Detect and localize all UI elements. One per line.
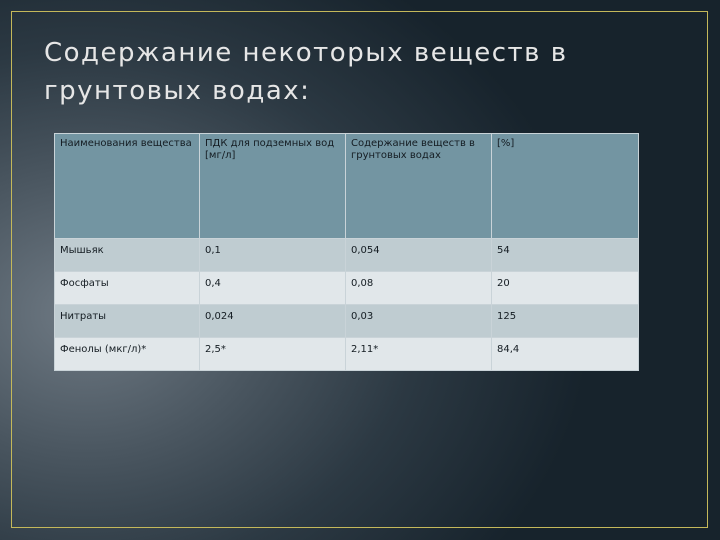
cell-substance: Фенолы (мкг/л)* xyxy=(55,338,200,371)
cell-percent: 125 xyxy=(492,305,639,338)
table-row xyxy=(55,272,639,305)
cell-mpc: 2,5* xyxy=(200,338,346,371)
slide-title: Содержание некоторых веществ в грунтовых водах: xyxy=(44,38,568,106)
cell-mpc: 0,024 xyxy=(200,305,346,338)
table-row xyxy=(55,239,639,272)
header-percent: [%] xyxy=(492,134,639,239)
header-mpc-groundwater: ПДК для подземных вод [мг/л] xyxy=(200,134,346,239)
cell-percent: 84,4 xyxy=(492,338,639,371)
header-content-in-groundwater: Содержание веществ в грунтовых водах xyxy=(346,134,492,239)
cell-mpc: 0,1 xyxy=(200,239,346,272)
table-header-row xyxy=(55,134,639,239)
cell-percent: 54 xyxy=(492,239,639,272)
substance-content-table xyxy=(54,133,639,371)
cell-mpc: 0,4 xyxy=(200,272,346,305)
cell-content: 2,11* xyxy=(346,338,492,371)
cell-substance: Мышьяк xyxy=(55,239,200,272)
cell-substance: Нитраты xyxy=(55,305,200,338)
cell-content: 0,08 xyxy=(346,272,492,305)
cell-content: 0,03 xyxy=(346,305,492,338)
cell-substance: Фосфаты xyxy=(55,272,200,305)
cell-percent: 20 xyxy=(492,272,639,305)
table-row xyxy=(55,338,639,371)
header-substance-name: Наименования вещества xyxy=(55,134,200,239)
table-row xyxy=(55,305,639,338)
cell-content: 0,054 xyxy=(346,239,492,272)
